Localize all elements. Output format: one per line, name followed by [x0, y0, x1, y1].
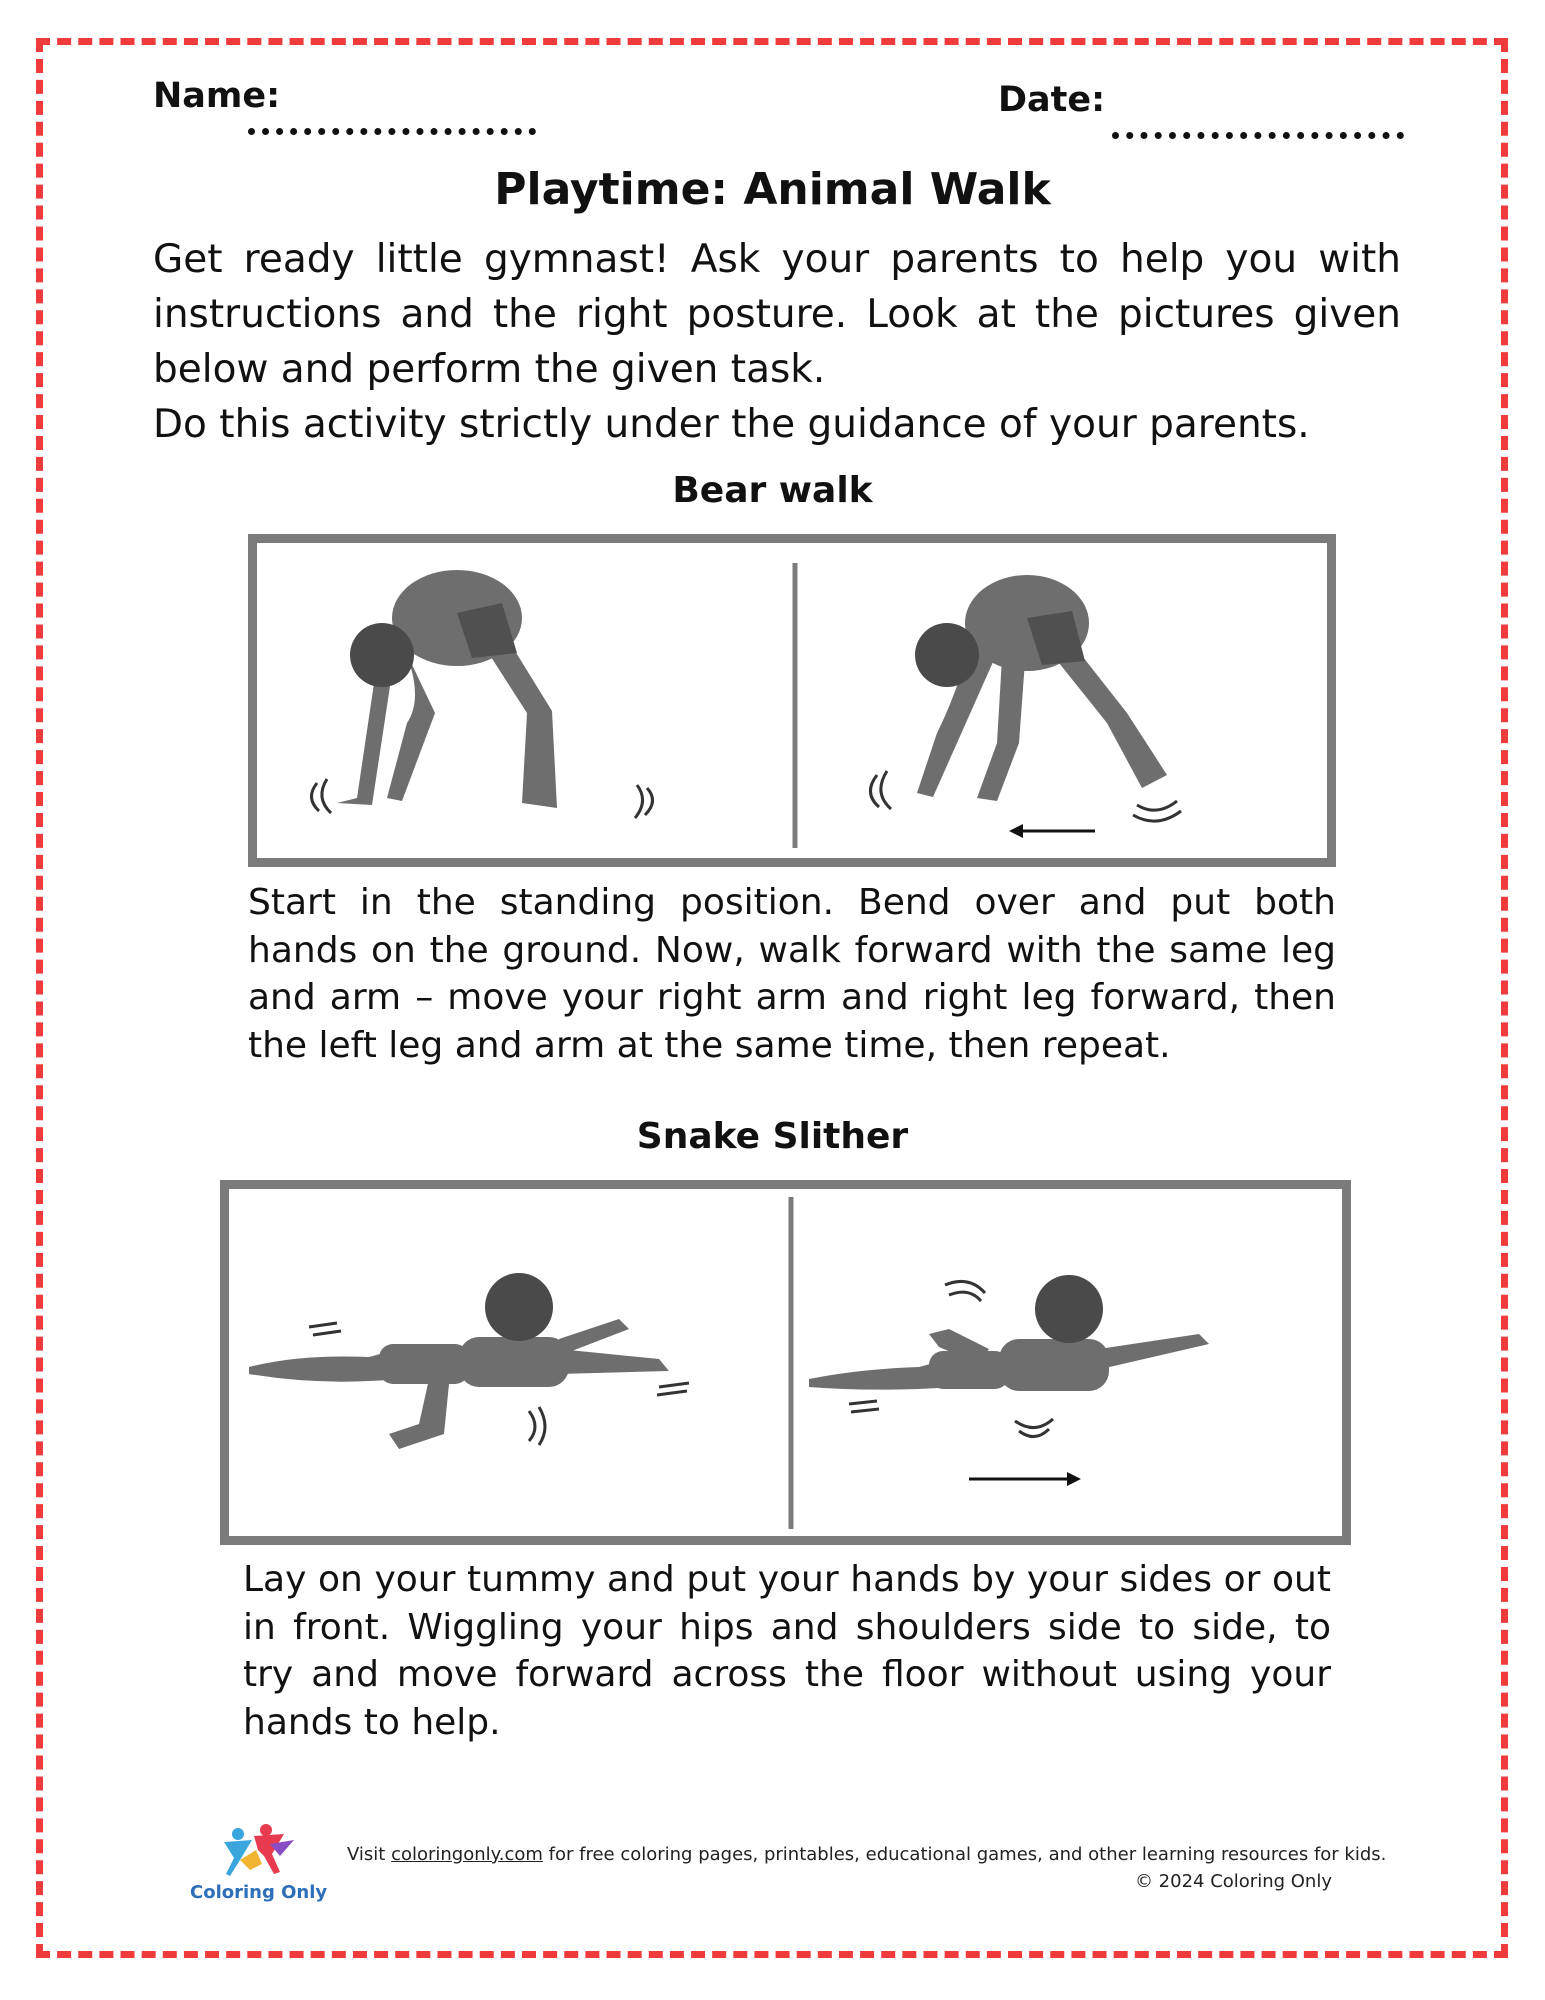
date-label: Date: — [998, 80, 1106, 120]
date-field[interactable] — [1112, 132, 1404, 139]
bear-walk-figure-left — [337, 570, 557, 808]
intro-text — [153, 232, 1401, 452]
footer-link[interactable]: coloringonly.com — [391, 1844, 543, 1865]
snake-slither-figure-left — [249, 1273, 669, 1449]
footer-visit-line — [347, 1844, 1386, 1865]
coloring-only-logo-icon — [210, 1820, 300, 1882]
name-label: Name: — [153, 76, 281, 116]
footer-copyright: © 2024 Coloring Only — [1134, 1871, 1332, 1892]
bear-walk-figure-right — [915, 575, 1167, 801]
footer-visit-suffix: for free coloring pages, printables, educational games, and other learning resources for kids. — [542, 1844, 1387, 1865]
bear-walk-description: Start in the standing position. Bend over and put both hands on the ground. Now, walk forward with the same leg and arm – move your right arm and right leg forward, then the left leg and arm at the same time, then repeat. — [248, 882, 1336, 1066]
intro-paragraph-2: Do this activity strictly under the guidance of your parents. — [153, 402, 1310, 447]
snake-slither-figure-right — [809, 1275, 1209, 1391]
footer-visit-prefix: Visit — [347, 1844, 392, 1865]
snake-slither-illustration — [220, 1180, 1351, 1545]
bear-walk-title: Bear walk — [672, 470, 873, 511]
snake-slither-title: Snake Slither — [636, 1116, 909, 1157]
name-field[interactable] — [248, 128, 536, 135]
intro-paragraph-1: Get ready little gymnast! Ask your parents to help you with instructions and the right posture. Look at the pictures given below and perform the given task. — [153, 237, 1401, 392]
bear-walk-illustration — [248, 534, 1336, 867]
snake-slither-description: Lay on your tummy and put your hands by your sides or out in front. Wiggling your hips and shoulders side to side, to try and move forward across the floor without using your hands to help. — [243, 1559, 1331, 1743]
logo-text: Coloring Only — [190, 1882, 328, 1903]
page-title: Playtime: Animal Walk — [494, 164, 1051, 215]
